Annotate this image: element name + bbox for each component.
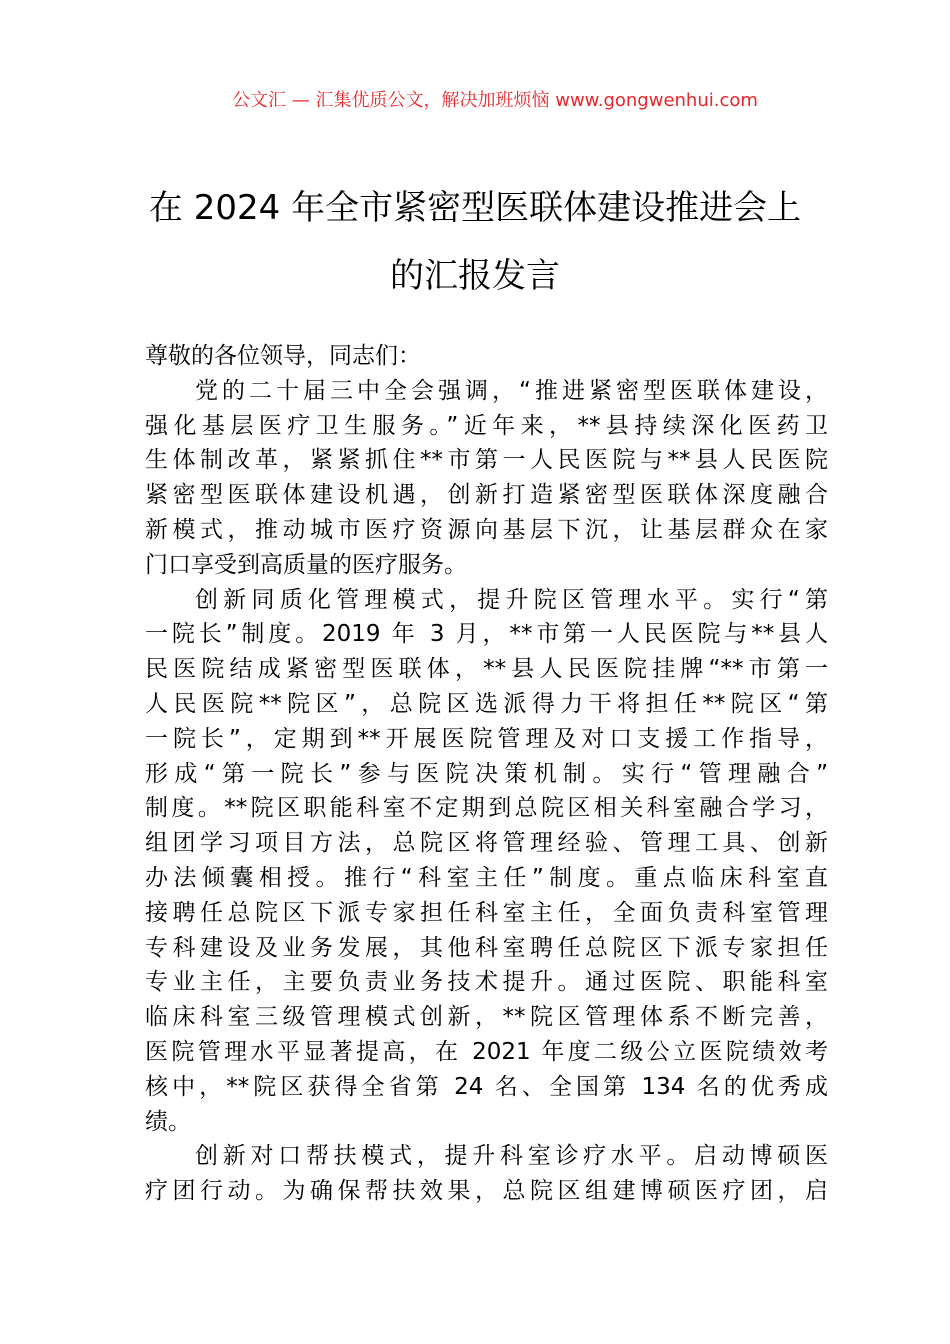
body-text-line: 一院长”制度。2019 年 3 月，**市第一人民医院与**县人 bbox=[145, 621, 828, 648]
document-title-line-2: 的汇报发言 bbox=[390, 256, 560, 296]
body-text-line: 专业主任，主要负责业务技术提升。通过医院、职能科室 bbox=[145, 969, 828, 996]
body-text-line: 生体制改革，紧紧抓住**市第一人民医院与**县人民医院 bbox=[145, 447, 828, 474]
body-text-line: 组团学习项目方法，总院区将管理经验、管理工具、创新 bbox=[145, 830, 828, 857]
body-text-line: 临床科室三级管理模式创新，**院区管理体系不断完善， bbox=[145, 1004, 828, 1031]
body-text-line: 民医院结成紧密型医联体，**县人民医院挂牌“**市第一 bbox=[145, 656, 828, 683]
body-text-line: 办法倾囊相授。推行“科室主任”制度。重点临床科室直 bbox=[145, 864, 828, 891]
document-body bbox=[145, 339, 828, 1209]
body-text-line: 创新对口帮扶模式，提升科室诊疗水平。启动博硕医 bbox=[195, 1143, 828, 1170]
body-text-line: 门口享受到高质量的医疗服务。 bbox=[145, 551, 467, 578]
watermark-header: 公文汇 — 汇集优质公文，解决加班烦恼 www.gongwenhui.com bbox=[232, 90, 758, 111]
body-text-line: 医院管理水平显著提高，在 2021 年度二级公立医院绩效考 bbox=[145, 1038, 828, 1065]
body-text-line: 紧密型医联体建设机遇，创新打造紧密型医联体深度融合 bbox=[145, 482, 828, 509]
body-text-line: 专科建设及业务发展，其他科室聘任总院区下派专家担任 bbox=[145, 934, 828, 961]
body-text-line: 核中，**院区获得全省第 24 名、全国第 134 名的优秀成 bbox=[145, 1073, 828, 1100]
body-text-line: 接聘任总院区下派专家担任科室主任，全面负责科室管理 bbox=[145, 899, 828, 926]
body-text-line: 一院长”，定期到**开展医院管理及对口支援工作指导， bbox=[145, 725, 828, 752]
body-text-line: 绩。 bbox=[145, 1108, 191, 1135]
body-text-line: 新模式，推动城市医疗资源向基层下沉，让基层群众在家 bbox=[145, 516, 828, 543]
body-text-line: 创新同质化管理模式，提升院区管理水平。实行“第 bbox=[195, 586, 828, 613]
document-title-line-1: 在 2024 年全市紧密型医联体建设推进会上 bbox=[148, 188, 802, 228]
body-text-line: 疗团行动。为确保帮扶效果，总院区组建博硕医疗团，启 bbox=[145, 1178, 828, 1205]
body-text-line: 形成“第一院长”参与医院决策机制。实行“管理融合” bbox=[145, 760, 828, 787]
body-text-line: 人民医院**院区”，总院区选派得力干将担任**院区“第 bbox=[145, 690, 828, 717]
body-text-line: 党的二十届三中全会强调，“推进紧密型医联体建设， bbox=[195, 377, 828, 404]
body-text-line: 制度。**院区职能科室不定期到总院区相关科室融合学习， bbox=[145, 795, 828, 822]
body-text-line: 尊敬的各位领导，同志们： bbox=[145, 343, 421, 369]
body-text-line: 强化基层医疗卫生服务。”近年来，**县持续深化医药卫 bbox=[145, 412, 828, 439]
